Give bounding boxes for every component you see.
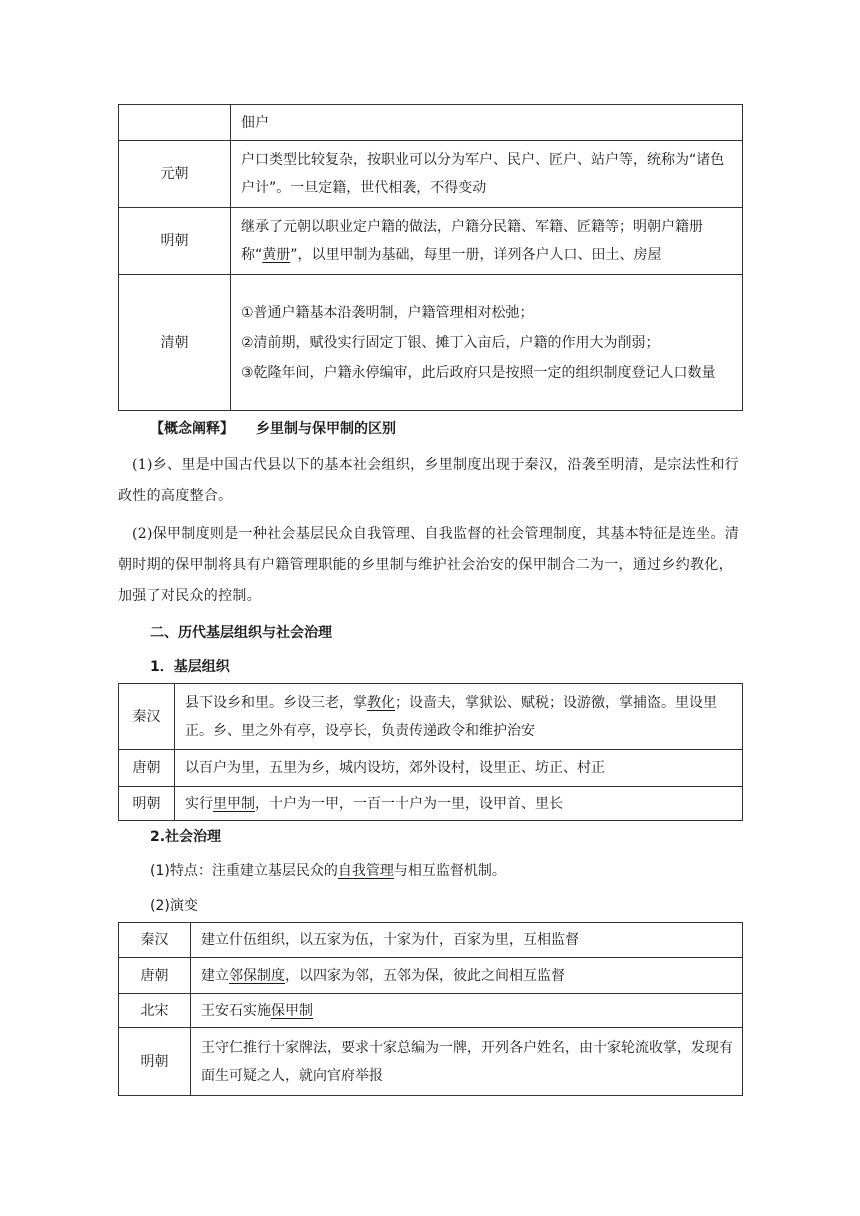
underlined-term: 自我管理 <box>337 863 394 879</box>
row-value <box>191 958 743 994</box>
cell-text: 王安石实施 <box>201 1002 271 1019</box>
table-row <box>119 958 743 994</box>
cell-text: ，十户为一甲，一百一十户为一里，设甲首、里长 <box>255 795 563 812</box>
concept-heading <box>150 418 396 438</box>
underlined-term: 里甲制 <box>213 795 255 812</box>
section-title: 二、历代基层组织与社会治理 <box>150 625 332 641</box>
row-value <box>231 275 743 411</box>
row-key: 清朝 <box>119 275 231 411</box>
feature-text: (1)特点：注重建立基层民众的 <box>150 863 338 879</box>
social-governance-table <box>118 922 743 1096</box>
table-row <box>119 750 743 787</box>
row-key: 唐朝 <box>119 750 175 787</box>
cell-text: 实行 <box>185 795 213 812</box>
row-value <box>175 750 743 787</box>
table-row <box>119 208 743 275</box>
row-key <box>119 105 231 141</box>
table-row <box>119 923 743 958</box>
row-value <box>231 141 743 208</box>
row-key: 元朝 <box>119 141 231 208</box>
row-value <box>191 1028 743 1096</box>
concept-paragraph-2: (2)保甲制度则是一种社会基层民众自我管理、自我监督的社会管理制度，其基本特征是连坐。清朝时期的保甲制将具有户籍管理职能的乡里制与维护社会治安的保甲制合二为一，通过乡约教化，加强了对民众的控制。 <box>118 526 740 604</box>
concept-title: 乡里制与保甲制的区别 <box>256 421 396 437</box>
cell-text: 户口类型比较复杂，按职业可以分为军户、民户、匠户、站户等，统称为“诸色户计”。一旦定籍，世代相袭，不得变动 <box>241 152 725 196</box>
cell-line: ②清前期，赋役实行固定丁银、摊丁入亩后，户籍的作用大为削弱； <box>241 334 660 351</box>
concept-paragraph-1: (1)乡、里是中国古代县以下的基本社会组织，乡里制度出现于秦汉，沿袭至明清，是宗法性和行政性的高度整合。 <box>118 457 740 504</box>
cell-text: 王守仁推行十家牌法，要求十家总编为一牌，开列各户姓名，由十家轮流收掌，发现有面生可疑之人，就向官府举报 <box>201 1039 733 1084</box>
row-key: 明朝 <box>119 787 175 821</box>
row-key: 秦汉 <box>119 923 191 958</box>
underlined-term: 邻保制度 <box>229 967 285 984</box>
underlined-term: 黄册 <box>262 247 291 263</box>
feature-line <box>150 860 506 880</box>
cell-text: ”，以里甲制为基础，每里一册，详列各户人口、田土、房屋 <box>290 247 662 263</box>
cell-text: 以百户为里，五里为乡，城内设坊，郊外设村，设里正、坊正、村正 <box>185 760 605 776</box>
grassroots-organization-table <box>118 683 743 821</box>
concept-label: 【概念阐释】 <box>150 421 234 437</box>
household-registration-table <box>118 104 743 411</box>
cell-text: ，以四家为邻，五邻为保，彼此之间相互监督 <box>285 967 565 984</box>
table-row <box>119 1028 743 1096</box>
row-value <box>231 105 743 141</box>
cell-text: 佃户 <box>241 114 269 131</box>
row-key: 北宋 <box>119 994 191 1028</box>
row-value <box>191 923 743 958</box>
feature-text: 与相互监督机制。 <box>393 863 506 879</box>
table-row <box>119 994 743 1028</box>
table-row <box>119 275 743 411</box>
subsection-title-1: 1．基层组织 <box>150 659 230 675</box>
table-row <box>119 105 743 141</box>
cell-text: 继承了元朝以职业定户籍的做法，户籍分民籍、军籍、匠籍等；明朝户籍册称“ <box>241 219 703 263</box>
cell-line: ①普通户籍基本沿袭明制，户籍管理相对松弛； <box>241 304 534 321</box>
row-value <box>175 684 743 750</box>
evolution-label: (2)演变 <box>150 898 198 914</box>
cell-text: 县下设乡和里。乡设三老，掌 <box>185 694 367 711</box>
cell-line: ③乾隆年间，户籍永停编审，此后政府只是按照一定的组织制度登记人口数量 <box>241 364 716 381</box>
row-key: 唐朝 <box>119 958 191 994</box>
underlined-term: 教化 <box>367 694 395 711</box>
cell-text: ；设啬夫，掌狱讼、赋税；设游徼，掌捕盗。里设里正。乡、里之外有亭，设亭长，负责传递政令和维护治安 <box>185 694 717 739</box>
table-row <box>119 787 743 821</box>
subsection-title-2: 2.社会治理 <box>150 829 222 845</box>
row-value <box>191 994 743 1028</box>
row-key: 明朝 <box>119 1028 191 1096</box>
underlined-term: 保甲制 <box>271 1002 313 1019</box>
table-row <box>119 684 743 750</box>
table-row <box>119 141 743 208</box>
cell-text: 建立 <box>201 967 229 984</box>
row-key: 秦汉 <box>119 684 175 750</box>
row-key: 明朝 <box>119 208 231 275</box>
row-value <box>231 208 743 275</box>
cell-text: 建立什伍组织，以五家为伍，十家为什，百家为里，互相监督 <box>201 932 579 948</box>
row-value <box>175 787 743 821</box>
